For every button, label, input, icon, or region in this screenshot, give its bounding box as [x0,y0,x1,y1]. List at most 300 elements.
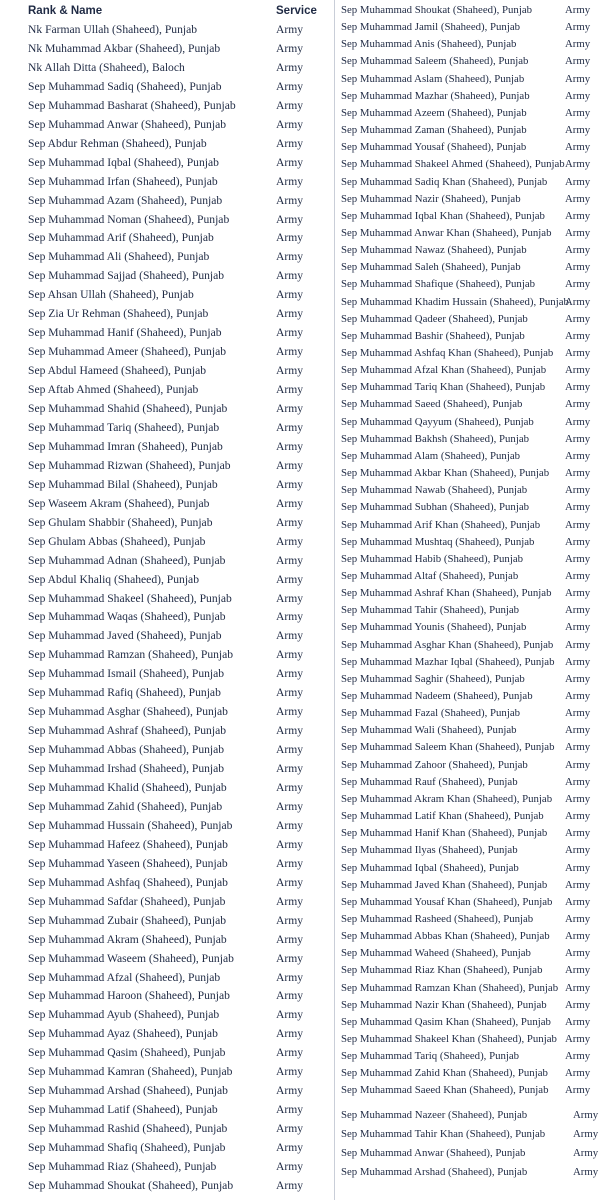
soldier-name: Sep Muhammad Shoukat (Shaheed), Punjab [341,4,533,16]
soldier-name: Nk Farman Ullah (Shaheed), Punjab [28,23,198,36]
soldier-name: Sep Muhammad Haroon (Shaheed), Punjab [28,989,230,1003]
soldier-name: Nk Muhammad Akbar (Shaheed), Punjab [28,41,221,55]
soldier-name: Sep Muhammad Iqbal Khan (Shaheed), Punjab [341,209,545,222]
soldier-name: Sep Muhammad Younis (Shaheed), Punjab [341,621,527,634]
soldier-name: Sep Waseem Akram (Shaheed), Punjab [28,496,210,510]
service-cell: Army [565,947,591,960]
service-cell: Army [565,467,591,480]
table-row [0,285,332,304]
soldier-name: Sep Muhammad Qadeer (Shaheed), Punjab [341,312,528,325]
service-cell: Army [565,192,591,205]
soldier-name: Sep Muhammad Saghir (Shaheed), Punjab [341,672,525,685]
table-row [335,602,608,619]
table-row [0,1081,332,1100]
service-cell: Army [276,1008,304,1022]
table-row [0,134,332,153]
service-cell: Army [276,1046,304,1060]
table-row [0,930,332,949]
service-cell: Army [276,307,304,321]
table-row [0,589,332,608]
soldier-name: Sep Muhammad Adnan (Shaheed), Punjab [28,553,226,567]
table-row [0,380,332,399]
table-row [0,1024,332,1043]
right-column [334,0,608,1200]
table-row [0,702,332,721]
soldier-name: Sep Muhammad Saleh (Shaheed), Punjab [341,261,521,274]
service-cell: Army [276,1084,304,1098]
table-row [335,2,608,19]
table-row [0,683,332,702]
table-row [335,894,608,911]
service-cell: Army [565,998,591,1011]
table-row [335,808,608,825]
soldier-name: Sep Muhammad Ashfaq Khan (Shaheed), Punjab [341,347,554,359]
table-row [335,208,608,225]
table-row [335,1145,608,1162]
service-cell: Army [276,193,304,207]
service-cell: Army [276,420,304,434]
soldier-name: Sep Muhammad Khadim Hussain (Shaheed), Punjab [341,295,569,308]
service-cell: Army [565,552,591,565]
soldier-name: Sep Muhammad Tariq (Shaheed), Punjab [28,420,220,434]
table-row [0,797,332,816]
table-row [335,757,608,774]
table-row [335,1164,608,1181]
soldier-name: Sep Muhammad Basharat (Shaheed), Punjab [28,98,236,112]
soldier-name: Sep Muhammad Shoukat (Shaheed), Punjab [28,1178,234,1192]
service-cell: Army [276,591,304,605]
table-row [0,532,332,551]
table-row [335,396,608,413]
table-row [335,671,608,688]
soldier-name: Sep Muhammad Tariq (Shaheed), Punjab [341,1050,520,1063]
service-cell: Army [565,518,591,531]
soldier-name: Sep Muhammad Afzal (Shaheed), Punjab [28,970,221,984]
table-row [335,1107,608,1124]
soldier-name: Sep Muhammad Ashraf Khan (Shaheed), Punjab [341,587,552,600]
table-row [335,482,608,499]
service-cell: Army [565,1050,591,1063]
soldier-name: Sep Muhammad Ramzan (Shaheed), Punjab [28,648,234,662]
service-cell: Army [276,932,304,946]
service-cell: Army [573,1147,599,1159]
table-row [0,304,332,323]
soldier-name: Sep Muhammad Qasim (Shaheed), Punjab [28,1046,226,1060]
table-row [335,637,608,654]
soldier-name: Sep Muhammad Anwar Khan (Shaheed), Punjab [341,226,552,239]
service-cell: Army [276,174,304,188]
table-row [335,568,608,585]
service-cell: Army [276,98,304,112]
service-cell: Army [565,621,591,634]
soldier-name: Sep Aftab Ahmed (Shaheed), Punjab [28,383,199,397]
soldier-name: Sep Ghulam Shabbir (Shaheed), Punjab [28,515,213,529]
soldier-name: Sep Muhammad Aslam (Shaheed), Punjab [341,72,525,85]
soldier-name: Sep Muhammad Saeed (Shaheed), Punjab [341,398,523,411]
service-cell: Army [573,1166,599,1178]
service-cell: Army [565,244,591,257]
table-row [0,39,332,58]
soldier-name: Sep Muhammad Rashid (Shaheed), Punjab [28,1122,228,1136]
soldier-name: Sep Muhammad Azeem (Shaheed), Punjab [341,106,527,119]
soldier-name: Sep Muhammad Anwar (Shaheed), Punjab [28,117,227,131]
table-row [335,499,608,516]
service-cell: Army [276,60,304,74]
soldier-name: Sep Muhammad Yousaf Khan (Shaheed), Punjab [341,895,553,908]
service-cell: Army [565,21,591,34]
service-cell: Army [276,79,304,93]
rank-name-header: Rank & Name [28,5,103,17]
soldier-name: Sep Abdul Hameed (Shaheed), Punjab [28,364,207,378]
soldier-name: Sep Muhammad Kamran (Shaheed), Punjab [28,1065,233,1079]
soldier-name: Sep Muhammad Shakeel Ahmed (Shaheed), Punjab [341,158,565,171]
service-cell: Army [565,381,591,394]
soldier-name: Sep Muhammad Hanif Khan (Shaheed), Punjab [341,827,548,840]
table-row [335,997,608,1014]
service-cell: Army [565,741,591,754]
soldier-name: Sep Muhammad Latif (Shaheed), Punjab [28,1103,218,1117]
table-row [0,949,332,968]
service-cell: Army [565,655,591,668]
service-cell: Army [276,724,304,738]
service-cell: Army [276,629,304,643]
service-cell: Army [565,930,591,943]
soldier-name: Sep Muhammad Akram Khan (Shaheed), Punjab [341,792,553,805]
soldier-name: Sep Muhammad Nadeem (Shaheed), Punjab [341,690,533,702]
service-cell: Army [276,402,304,415]
service-cell: Army [276,610,304,624]
table-row [335,431,608,448]
service-cell: Army [276,648,304,662]
table-row [0,664,332,683]
table-row [0,228,332,247]
table-row [335,791,608,808]
soldier-name: Sep Muhammad Hanif (Shaheed), Punjab [28,326,222,340]
service-cell: Army [565,72,591,85]
service-cell: Army [276,41,304,55]
service-cell: Army [565,501,591,514]
service-cell: Army [276,477,304,491]
soldier-name: Sep Muhammad Qasim Khan (Shaheed), Punjab [341,1015,551,1028]
soldier-name: Sep Muhammad Ayub (Shaheed), Punjab [28,1008,220,1022]
table-row [335,448,608,465]
table-row [335,739,608,756]
table-row [335,345,608,362]
service-cell: Army [565,569,591,582]
table-row [0,20,332,39]
soldier-name: Sep Muhammad Noman (Shaheed), Punjab [28,212,230,226]
service-cell: Army [565,364,591,377]
table-row [335,259,608,276]
soldier-name: Sep Muhammad Waqas (Shaheed), Punjab [28,610,226,624]
soldier-name: Sep Muhammad Imran (Shaheed), Punjab [28,439,223,453]
soldier-name: Sep Muhammad Akbar Khan (Shaheed), Punjab [341,467,550,480]
service-cell: Army [565,638,591,651]
service-cell: Army [565,106,591,119]
soldier-name: Sep Muhammad Javed Khan (Shaheed), Punjab [341,878,548,891]
service-cell: Army [565,707,591,720]
table-row [0,153,332,172]
service-cell: Army [276,458,304,472]
service-cell: Army [565,261,591,274]
soldier-name: Sep Ghulam Abbas (Shaheed), Punjab [28,534,206,548]
table-row [335,242,608,259]
soldier-name: Sep Muhammad Arif (Shaheed), Punjab [28,231,214,245]
soldier-name: Sep Muhammad Wali (Shaheed), Punjab [341,724,517,737]
table-row [335,911,608,928]
table-row [335,877,608,894]
soldier-name: Sep Muhammad Nawab (Shaheed), Punjab [341,484,528,497]
service-cell: Army [276,686,304,700]
service-cell: Army [276,818,304,832]
soldier-name: Sep Muhammad Latif Khan (Shaheed), Punjab [341,810,544,823]
table-row [0,77,332,96]
table-row [0,740,332,759]
table-row [335,534,608,551]
service-cell: Army [276,572,304,586]
service-cell: Army [565,758,591,771]
soldier-name: Sep Muhammad Ali (Shaheed), Punjab [28,250,210,264]
table-row [0,513,332,532]
table-row [0,115,332,134]
service-cell: Army [573,1128,599,1140]
service-cell: Army [276,837,304,851]
table-row [335,225,608,242]
service-cell: Army [276,155,304,169]
table-row [335,1065,608,1082]
soldier-name: Sep Muhammad Jamil (Shaheed), Punjab [341,21,521,34]
table-row [335,174,608,191]
service-cell: Army [565,587,591,600]
table-row [0,58,332,77]
table-row [335,71,608,88]
table-row [0,626,332,645]
table-row [0,361,332,380]
table-row [0,266,332,285]
service-cell: Army [276,250,304,264]
soldier-name: Sep Muhammad Tahir Khan (Shaheed), Punjab [341,1128,546,1140]
service-cell: Army [565,209,591,222]
service-cell: Army [276,856,304,870]
table-row [0,570,332,589]
table-row [335,105,608,122]
table-row [0,986,332,1005]
service-cell: Army [565,1067,591,1080]
soldier-name: Sep Muhammad Zubair (Shaheed), Punjab [28,913,227,927]
service-cell: Army [276,799,304,813]
table-row [335,465,608,482]
table-row [335,654,608,671]
service-cell: Army [573,1109,599,1121]
table-row [335,860,608,877]
service-cell: Army [276,534,304,548]
soldier-name: Sep Muhammad Riaz Khan (Shaheed), Punjab [341,964,543,977]
table-row [0,1005,332,1024]
table-row [335,53,608,70]
service-cell: Army [565,398,591,411]
service-cell: Army [565,226,591,239]
table-row [335,1048,608,1065]
soldier-name: Sep Muhammad Zahid (Shaheed), Punjab [28,799,223,813]
service-cell: Army [565,792,591,805]
service-cell: Army [276,326,304,340]
service-cell: Army [565,1084,591,1097]
service-cell: Army [565,329,591,342]
soldier-name: Sep Muhammad Javed (Shaheed), Punjab [28,629,222,643]
table-row [0,551,332,570]
soldier-name: Sep Muhammad Shakeel Khan (Shaheed), Punjab [341,1033,557,1045]
soldier-name: Sep Muhammad Zahoor (Shaheed), Punjab [341,758,528,771]
soldier-name: Sep Muhammad Saeed Khan (Shaheed), Punjab [341,1084,549,1097]
service-cell: Army [565,175,591,188]
table-row [335,1126,608,1143]
table-row [335,1014,608,1031]
table-row [0,437,332,456]
soldier-name: Sep Muhammad Khalid (Shaheed), Punjab [28,781,227,794]
service-cell: Army [276,1160,304,1173]
soldier-name: Sep Muhammad Shahid (Shaheed), Punjab [28,402,228,415]
service-cell: Army [276,1141,304,1155]
service-cell: Army [276,970,304,984]
service-cell: Army [276,913,304,927]
soldier-name: Sep Muhammad Asghar Khan (Shaheed), Punjab [341,638,554,651]
soldier-name: Sep Muhammad Qayyum (Shaheed), Punjab [341,415,534,428]
soldier-name: Sep Abdur Rehman (Shaheed), Punjab [28,136,207,150]
table-row [0,191,332,210]
service-cell: Army [276,894,304,908]
soldier-name: Sep Muhammad Hafeez (Shaheed), Punjab [28,837,228,851]
table-row [335,825,608,842]
soldier-name: Sep Muhammad Ismail (Shaheed), Punjab [28,667,225,681]
soldier-name: Sep Muhammad Tahir (Shaheed), Punjab [341,604,520,617]
service-cell: Army [276,439,304,453]
table-row [335,328,608,345]
soldier-name: Sep Muhammad Mazhar (Shaheed), Punjab [341,89,530,102]
soldier-name: Sep Muhammad Abbas (Shaheed), Punjab [28,743,225,757]
table-row [0,210,332,229]
service-cell: Army [565,912,591,925]
table-row [0,1138,332,1157]
soldier-name: Sep Muhammad Azam (Shaheed), Punjab [28,193,223,207]
soldier-name: Sep Muhammad Altaf (Shaheed), Punjab [341,569,519,582]
soldier-name: Sep Muhammad Bakhsh (Shaheed), Punjab [341,432,530,445]
soldier-name: Sep Muhammad Saleem (Shaheed), Punjab [341,55,529,68]
service-cell: Army [565,1015,591,1028]
table-row [335,191,608,208]
soldier-name: Sep Muhammad Shafiq (Shaheed), Punjab [28,1141,226,1155]
soldier-name: Sep Muhammad Anis (Shaheed), Punjab [341,38,517,51]
soldier-name: Sep Muhammad Anwar (Shaheed), Punjab [341,1147,526,1159]
soldier-name: Sep Muhammad Alam (Shaheed), Punjab [341,449,521,462]
service-cell: Army [565,38,591,51]
table-row [0,494,332,513]
soldier-name: Sep Muhammad Shakeel (Shaheed), Punjab [28,591,232,605]
table-row [0,247,332,266]
table-row [335,980,608,997]
soldier-name: Sep Ahsan Ullah (Shaheed), Punjab [28,288,194,302]
service-cell: Army [565,861,591,874]
table-row [0,1100,332,1119]
soldier-name: Sep Muhammad Afzal Khan (Shaheed), Punjab [341,364,547,377]
soldier-name: Sep Muhammad Nazir Khan (Shaheed), Punjab [341,998,547,1011]
soldier-name: Sep Zia Ur Rehman (Shaheed), Punjab [28,307,209,321]
service-cell: Army [565,981,591,994]
service-cell: Army [276,875,304,889]
soldier-name: Sep Muhammad Ilyas (Shaheed), Punjab [341,844,518,857]
service-cell: Army [565,4,591,16]
soldier-name: Sep Muhammad Sadiq (Shaheed), Punjab [28,79,222,93]
table-row [335,688,608,705]
service-cell: Army [565,484,591,497]
soldier-name: Sep Muhammad Iqbal (Shaheed), Punjab [341,861,519,874]
table-row [0,1062,332,1081]
table-row [335,122,608,139]
soldier-name: Sep Muhammad Yousaf (Shaheed), Punjab [341,141,527,154]
table-row [335,276,608,293]
table-row [0,778,332,797]
soldier-name: Sep Muhammad Arshad (Shaheed), Punjab [28,1084,228,1098]
service-cell: Army [276,1122,304,1136]
soldier-name: Sep Muhammad Ashraf (Shaheed), Punjab [28,724,227,738]
service-cell: Army [565,672,591,685]
service-cell: Army [276,1103,304,1117]
service-cell: Army [276,496,304,510]
soldier-name: Sep Muhammad Nawaz (Shaheed), Punjab [341,244,527,257]
table-row [335,19,608,36]
table-row [0,1176,332,1195]
service-cell: Army [565,535,591,548]
service-cell: Army [565,141,591,154]
service-cell: Army [565,964,591,977]
table-row [335,945,608,962]
table-row [0,456,332,475]
soldier-name: Sep Muhammad Yaseen (Shaheed), Punjab [28,856,228,870]
table-row [335,585,608,602]
table-row [0,172,332,191]
service-cell: Army [276,269,304,283]
soldier-name: Sep Muhammad Waseem (Shaheed), Punjab [28,951,234,965]
table-row [335,774,608,791]
soldier-name: Sep Muhammad Irshad (Shaheed), Punjab [28,762,225,776]
service-cell: Army [276,951,304,965]
table-row [335,928,608,945]
service-cell: Army [276,288,304,302]
service-cell: Army [276,383,304,397]
soldier-name: Sep Muhammad Mushtaq (Shaheed), Punjab [341,535,535,548]
table-row [0,873,332,892]
service-cell: Army [565,449,591,462]
soldier-name: Sep Muhammad Waheed (Shaheed), Punjab [341,947,531,960]
soldier-name: Sep Muhammad Ayaz (Shaheed), Punjab [28,1027,218,1041]
service-header: Service [276,5,317,17]
service-cell: Army [276,667,304,681]
soldier-name: Sep Muhammad Subhan (Shaheed), Punjab [341,501,530,514]
service-cell: Army [276,23,304,36]
service-cell: Army [565,690,591,702]
soldier-name: Sep Muhammad Ameer (Shaheed), Punjab [28,345,227,359]
service-cell: Army [565,55,591,68]
table-row [0,96,332,115]
table-row [335,362,608,379]
service-cell: Army [276,553,304,567]
soldier-name: Sep Abdul Khaliq (Shaheed), Punjab [28,572,199,586]
service-cell: Army [565,295,591,308]
table-row [335,842,608,859]
soldier-name: Sep Muhammad Saleem Khan (Shaheed), Punjab [341,741,555,754]
soldier-name: Sep Muhammad Iqbal (Shaheed), Punjab [28,155,219,169]
table-row [0,854,332,873]
soldier-name: Sep Muhammad Nazeer (Shaheed), Punjab [341,1109,528,1121]
